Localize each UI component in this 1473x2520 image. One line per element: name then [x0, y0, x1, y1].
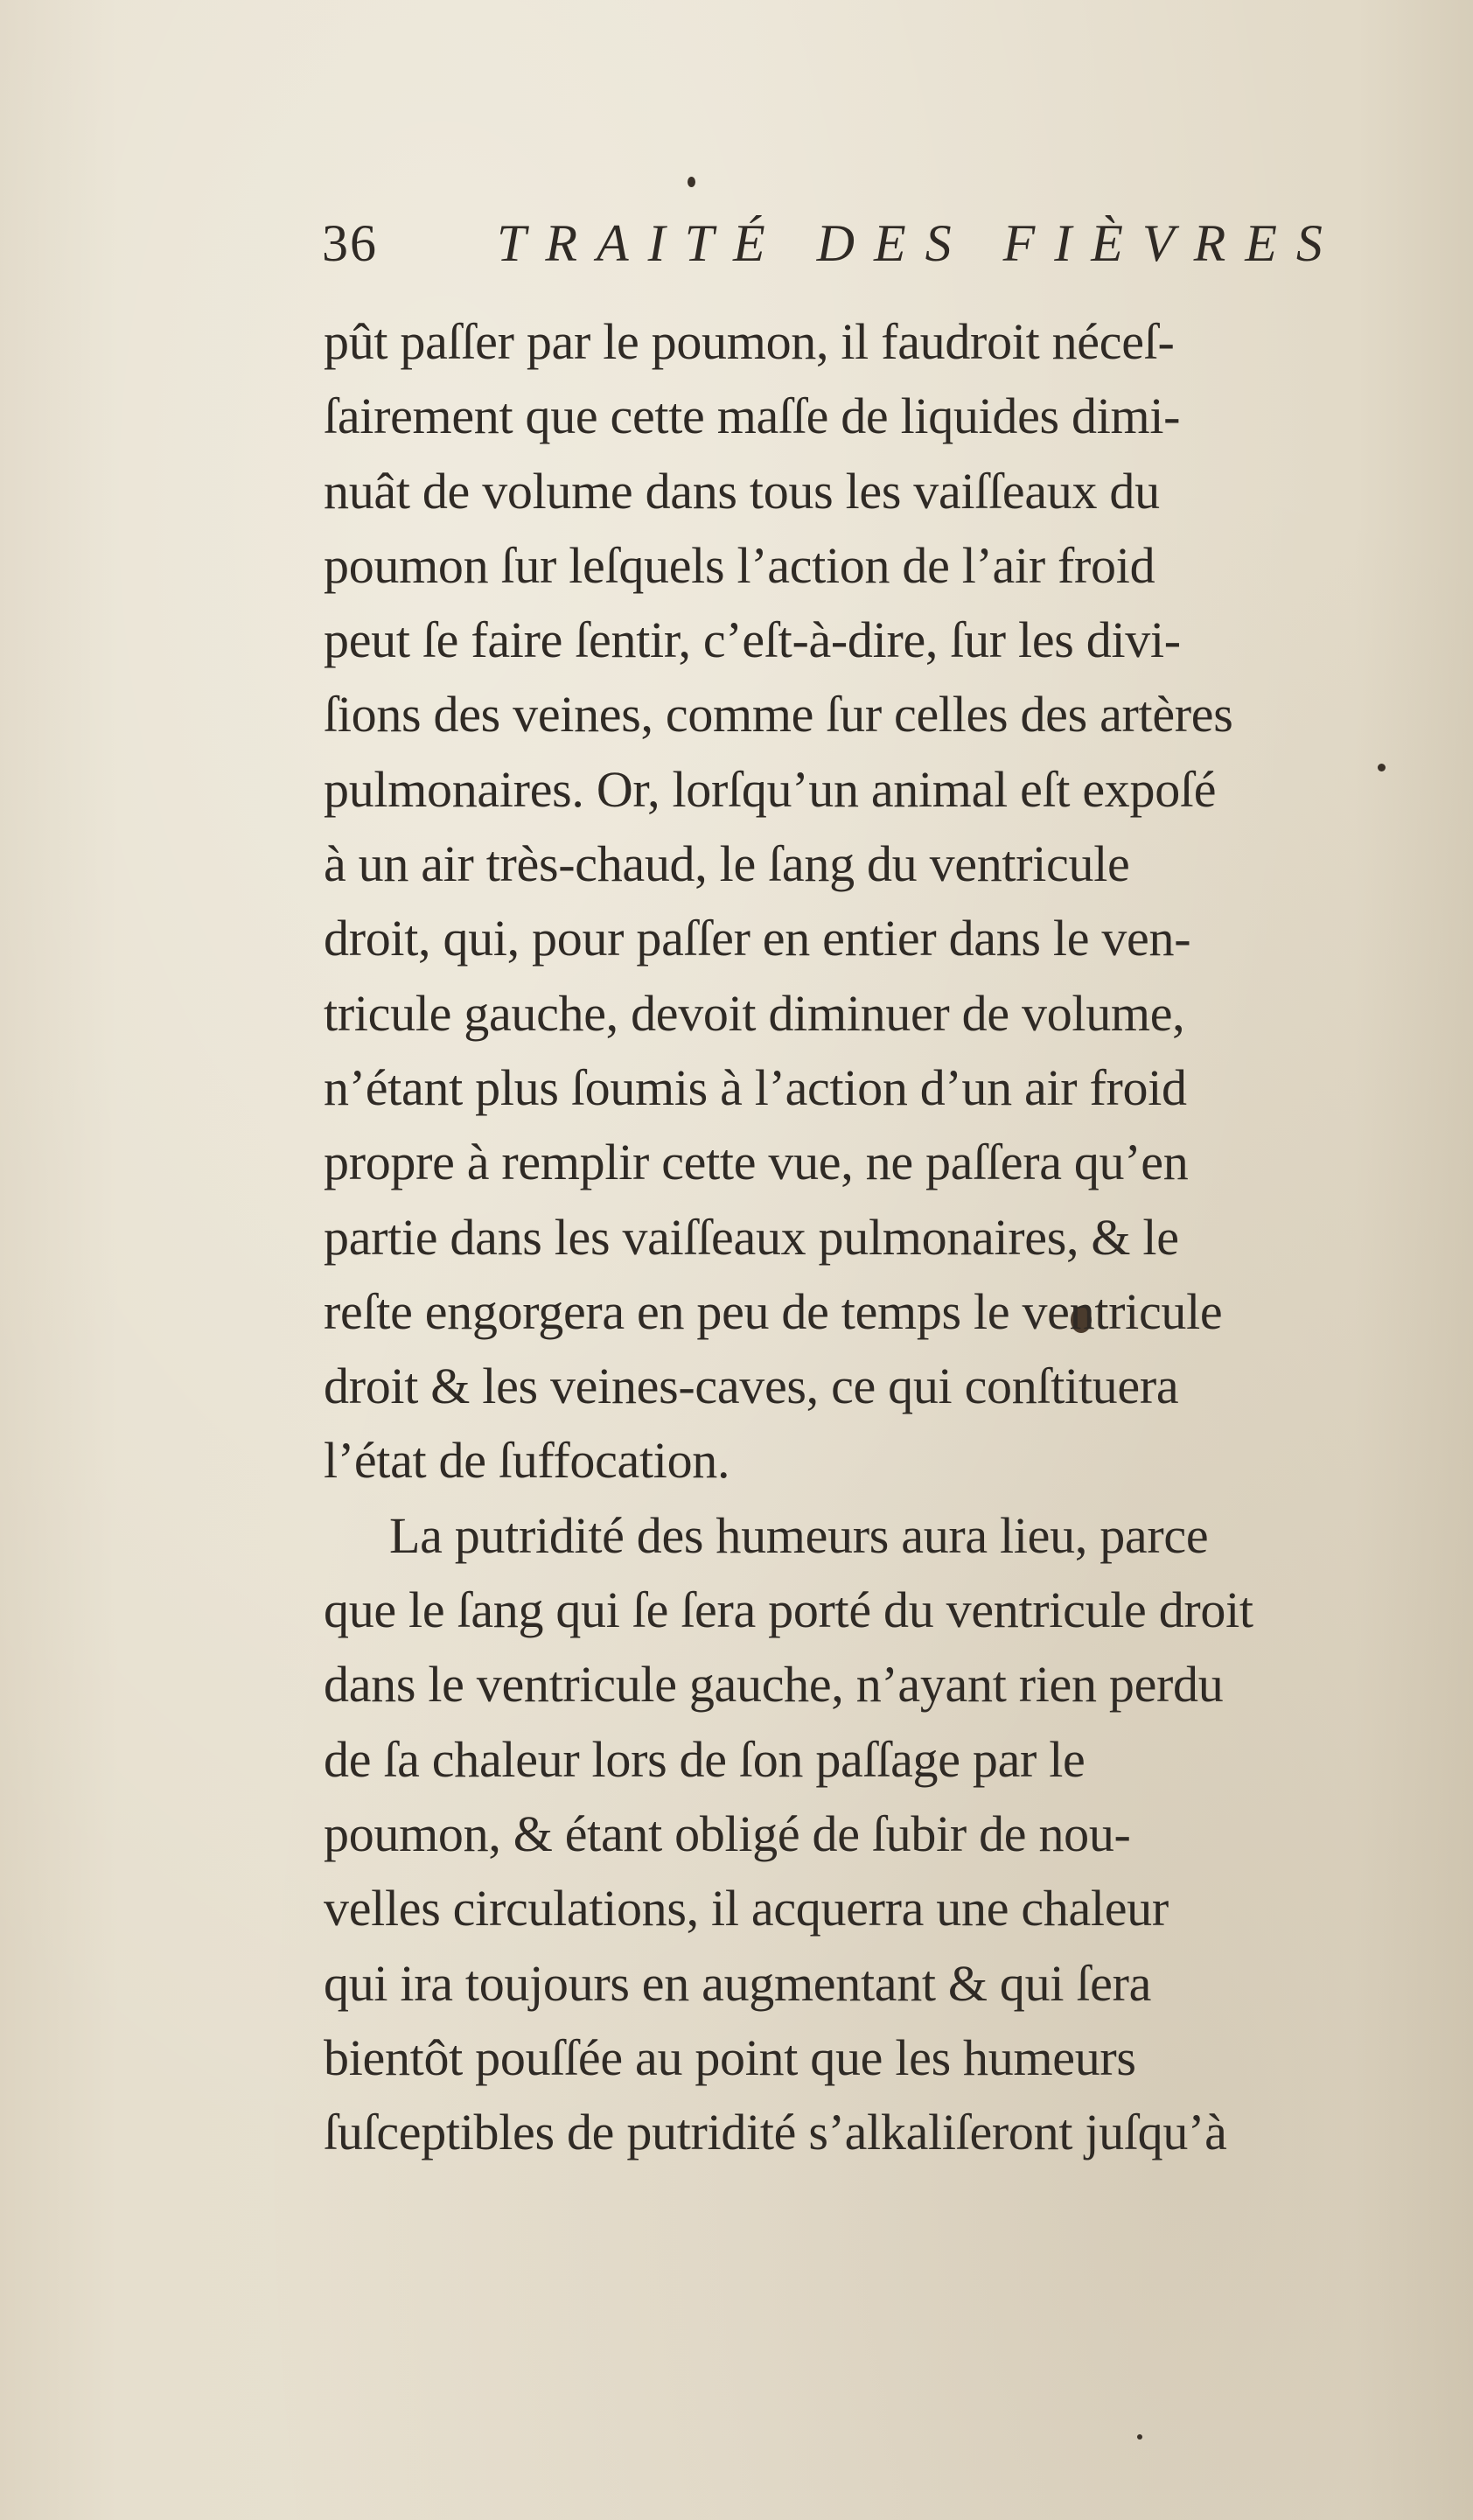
- text-line: velles circulations, il acquerra une chaleur: [324, 1880, 1169, 1937]
- page-number: 36: [322, 214, 378, 272]
- text-line: que le ſang qui ſe ſera porté du ventricule droit: [324, 1581, 1253, 1639]
- text-line: droit & les veines-caves, ce qui conſtituera: [324, 1358, 1179, 1415]
- text-line: bientôt pouſſée au point que les humeurs: [324, 2028, 1136, 2086]
- text-line: poumon, & étant obligé de ſubir de nou-: [324, 1804, 1131, 1862]
- text-line: partie dans les vaiſſeaux pulmonaires, & le: [324, 1208, 1179, 1266]
- body-text: [324, 304, 1373, 2169]
- ink-speck: [1378, 764, 1386, 771]
- text-line: ſairement que cette maſſe de liquides dimi-: [324, 387, 1181, 445]
- text-line: n’étant plus ſoumis à l’action d’un air froid: [324, 1058, 1187, 1116]
- text-line: nuât de volume dans tous les vaiſſeaux du: [324, 462, 1160, 520]
- text-line: ſions des veines, comme ſur celles des artères: [324, 686, 1233, 743]
- ink-speck: [688, 177, 695, 187]
- text-line: reſte engorgera en peu de temps le ventricule: [324, 1282, 1223, 1340]
- paragraph-first-line: La putridité des humeurs aura lieu, parce: [389, 1506, 1209, 1564]
- text-line: qui ira toujours en augmentant & qui ſera: [324, 1954, 1152, 2012]
- ink-speck: [1137, 2434, 1142, 2440]
- text-line: droit, qui, pour paſſer en entier dans le ven-: [324, 910, 1191, 967]
- text-line: à un air très-chaud, le ſang du ventricule: [324, 835, 1130, 893]
- running-header: [322, 199, 1372, 287]
- text-line: l’état de ſuffocation.: [324, 1432, 730, 1490]
- text-line: pulmonaires. Or, lorſqu’un animal eſt expoſé: [324, 760, 1217, 818]
- running-title: TRAITÉ DES FIÈVRES: [497, 214, 1342, 272]
- text-line: pût paſſer par le poumon, il faudroit néceſ-: [324, 313, 1175, 370]
- text-line: dans le ventricule gauche, n’ayant rien perdu: [324, 1656, 1224, 1714]
- text-line: ſuſceptibles de putridité s’alkaliſeront juſqu’à: [324, 2104, 1227, 2161]
- text-line: poumon ſur leſquels l’action de l’air froid: [324, 536, 1155, 594]
- text-line: de ſa chaleur lors de ſon paſſage par le: [324, 1730, 1086, 1788]
- text-line: tricule gauche, devoit diminuer de volume,: [324, 984, 1185, 1042]
- text-line: propre à remplir cette vue, ne paſſera qu’en: [324, 1134, 1189, 1191]
- text-line: peut ſe faire ſentir, c’eſt-à-dire, ſur les divi-: [324, 611, 1181, 669]
